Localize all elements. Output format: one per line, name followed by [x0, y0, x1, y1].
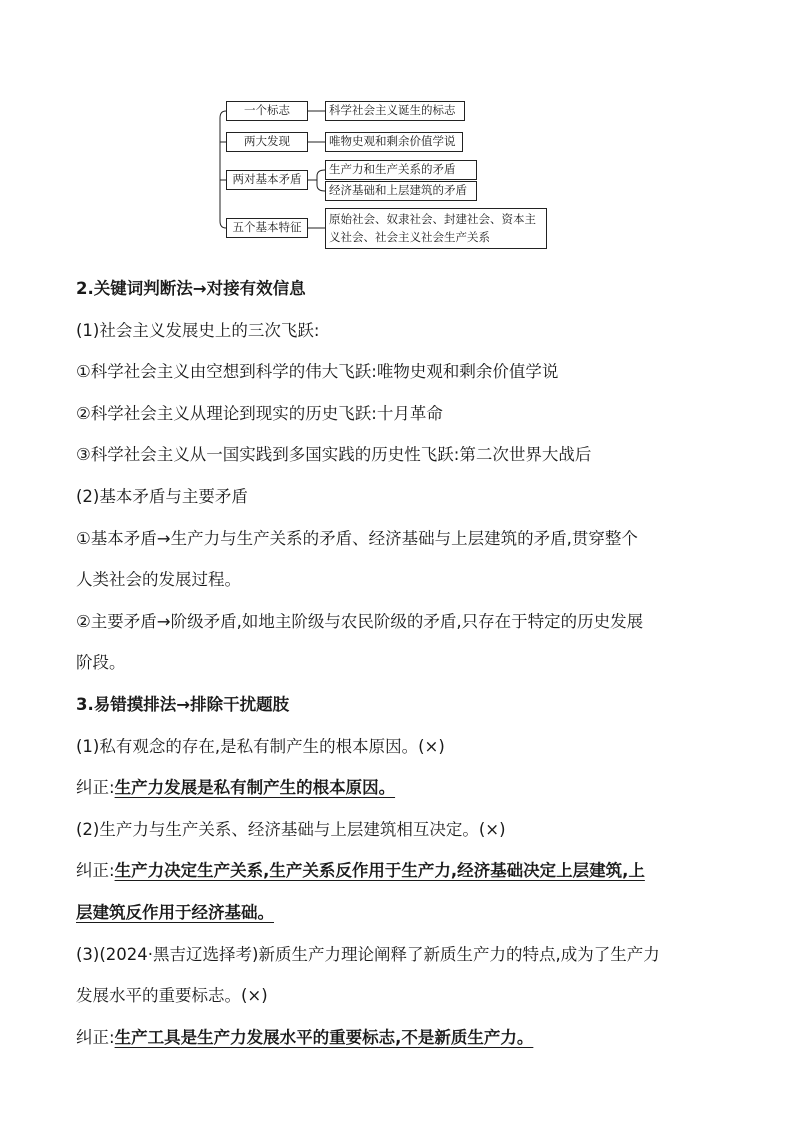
item-3-statement-line-1: (3)(2024·黑吉辽选择考)新质生产力理论阐释了新质生产力的特点,成为了生产力 — [76, 944, 660, 964]
correction-answer: 生产力发展是私有制产生的根本原因。 — [114, 778, 396, 798]
correction-answer: 层建筑反作用于经济基础。 — [76, 902, 274, 922]
item-2-correction-line-1 — [76, 850, 726, 892]
branch-label-3: 两对基本矛盾 — [226, 170, 308, 190]
branch-label-1: 一个标志 — [226, 101, 308, 121]
item-1-correction — [76, 767, 726, 809]
branch-label-4: 五个基本特征 — [226, 218, 308, 238]
section-2-p1-item-2: ②科学社会主义从理论到现实的历史飞跃:十月革命 — [76, 403, 443, 423]
section-2-p2-item-1-line-1: ①基本矛盾→生产力与生产关系的矛盾、经济基础与上层建筑的矛盾,贯穿整个 — [76, 528, 638, 548]
section-2-p2-item-1-line-2: 人类社会的发展过程。 — [76, 570, 241, 590]
item-2-statement: (2)生产力与生产关系、经济基础与上层建筑相互决定。(×) — [76, 819, 506, 839]
item-3-statement-line-2: 发展水平的重要标志。(×) — [76, 986, 268, 1006]
section-2-p1-item-3: ③科学社会主义从一国实践到多国实践的历史性飞跃:第二次世界大战后 — [76, 445, 592, 465]
branch-3-child-1: 生产力和生产关系的矛盾 — [325, 160, 477, 180]
section-2-p2-title: (2)基本矛盾与主要矛盾 — [76, 486, 248, 506]
item-1-statement: (1)私有观念的存在,是私有制产生的根本原因。(×) — [76, 736, 445, 756]
correction-answer: 生产力决定生产关系,生产关系反作用于生产力,经济基础决定上层建筑,上 — [114, 861, 645, 881]
section-2-p1-title: (1)社会主义发展史上的三次飞跃: — [76, 320, 320, 340]
branch-4-child-1: 原始社会、奴隶社会、封建社会、资本主义社会、社会主义社会生产关系 — [325, 208, 547, 249]
section-2-title: 2.关键词判断法→对接有效信息 — [76, 279, 306, 298]
connector-3 — [308, 170, 325, 191]
branch-2-child-1: 唯物史观和剩余价值学说 — [325, 132, 463, 152]
section-2-p1-item-1: ①科学社会主义由空想到科学的伟大飞跃:唯物史观和剩余价值学说 — [76, 362, 559, 382]
branch-1-child-1: 科学社会主义诞生的标志 — [325, 101, 465, 121]
branch-label-2: 两大发现 — [226, 132, 308, 152]
section-2-p2-item-2-line-1: ②主要矛盾→阶级矛盾,如地主阶级与农民阶级的矛盾,只存在于特定的历史发展 — [76, 611, 644, 631]
correction-answer: 生产工具是生产力发展水平的重要标志,不是新质生产力。 — [114, 1027, 534, 1047]
correction-label: 纠正: — [76, 1027, 115, 1047]
item-3-correction — [76, 1017, 726, 1059]
document-body — [76, 268, 726, 1058]
section-3-title: 3.易错摸排法→排除干扰题肢 — [76, 694, 290, 714]
section-2-p2-item-2-line-2: 阶段。 — [76, 653, 126, 673]
branch-3-child-2: 经济基础和上层建筑的矛盾 — [325, 181, 477, 201]
item-2-correction-line-2 — [76, 892, 726, 934]
mind-map-diagram — [0, 0, 794, 270]
correction-label: 纠正: — [76, 861, 115, 881]
correction-label: 纠正: — [76, 778, 115, 798]
